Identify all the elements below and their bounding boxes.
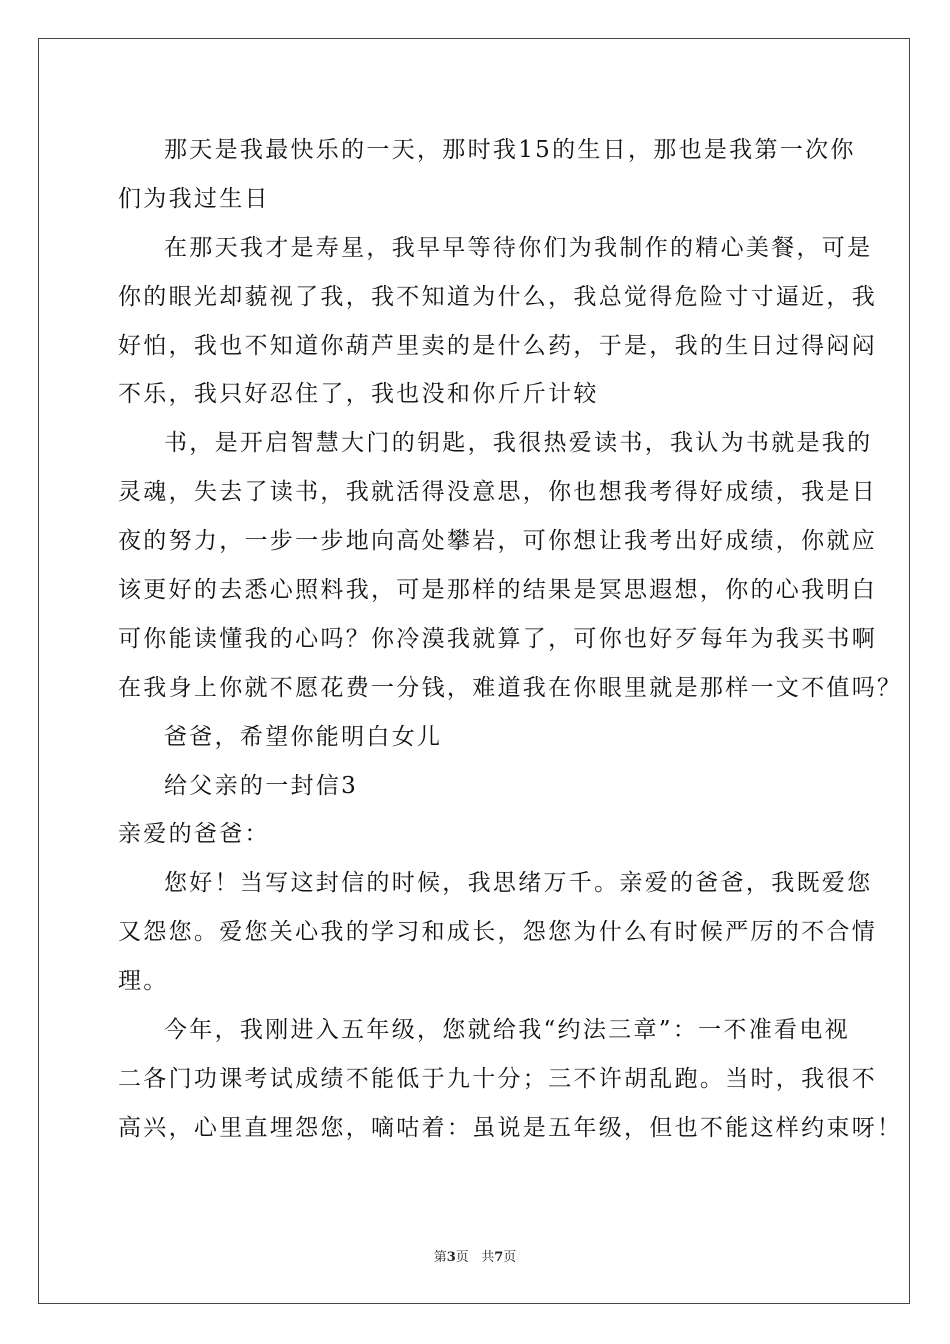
page-footer — [0, 1246, 950, 1265]
page-suffix: 页 — [455, 1250, 469, 1265]
paragraph-line: 书，是开启智慧大门的钥匙，我很热爱读书，我认为书就是我的 — [164, 430, 873, 457]
paragraph-line: 在我身上你就不愿花费一分钱，难道我在你眼里就是那样一文不值吗？ — [118, 674, 903, 701]
letter-body — [118, 126, 903, 1153]
paragraph-line: 们为我过生日 — [118, 185, 270, 212]
page-prefix: 第 — [433, 1250, 447, 1265]
total-pages: 7 — [494, 1250, 504, 1265]
paragraph-line: 二各门功课考试成绩不能低于九十分；三不许胡乱跑。当时，我很不 — [118, 1065, 877, 1092]
total-suffix: 页 — [503, 1250, 517, 1265]
paragraph-line: 好怕，我也不知道你葫芦里卖的是什么药，于是，我的生日过得闷闷 — [118, 332, 877, 359]
paragraph-line: 夜的努力，一步一步地向高处攀岩，可你想让我考出好成绩，你就应 — [118, 528, 877, 555]
paragraph-line: 那天是我最快乐的一天，那时我15的生日，那也是我第一次你 — [164, 137, 856, 163]
paragraph-line: 爸爸，希望你能明白女儿 — [164, 723, 443, 750]
paragraph-line: 灵魂，失去了读书，我就活得没意思，你也想我考得好成绩，我是日 — [118, 479, 877, 506]
paragraph-line: 又怨您。爱您关心我的学习和成长，怨您为什么有时候严厉的不合情 — [118, 919, 877, 946]
paragraph-line: 理。 — [118, 968, 169, 995]
paragraph-line: 该更好的去悉心照料我，可是那样的结果是冥思遐想，你的心我明白 — [118, 577, 877, 604]
total-prefix: 共 — [481, 1250, 495, 1265]
paragraph-line: 不乐，我只好忍住了，我也没和你斤斤计较 — [118, 381, 599, 408]
paragraph-line: 你的眼光却藐视了我，我不知道为什么，我总觉得危险寸寸逼近，我 — [118, 283, 877, 310]
page-number: 3 — [446, 1250, 456, 1265]
paragraph-line: 高兴，心里直埋怨您，嘀咕着：虽说是五年级，但也不能这样约束呀！ — [118, 1114, 903, 1141]
paragraph-line: 在那天我才是寿星，我早早等待你们为我制作的精心美餐，可是 — [164, 234, 873, 261]
paragraph-line: 可你能读懂我的心吗？你冷漠我就算了，可你也好歹每年为我买书啊 — [118, 625, 877, 652]
section-title: 给父亲的一封信3 — [164, 772, 359, 799]
paragraph-line: 今年，我刚进入五年级，您就给我“约法三章”：一不准看电视 — [164, 1017, 850, 1044]
salutation: 亲爱的爸爸： — [118, 821, 270, 848]
paragraph-line: 您好！当写这封信的时候，我思绪万千。亲爱的爸爸，我既爱您 — [164, 870, 873, 897]
